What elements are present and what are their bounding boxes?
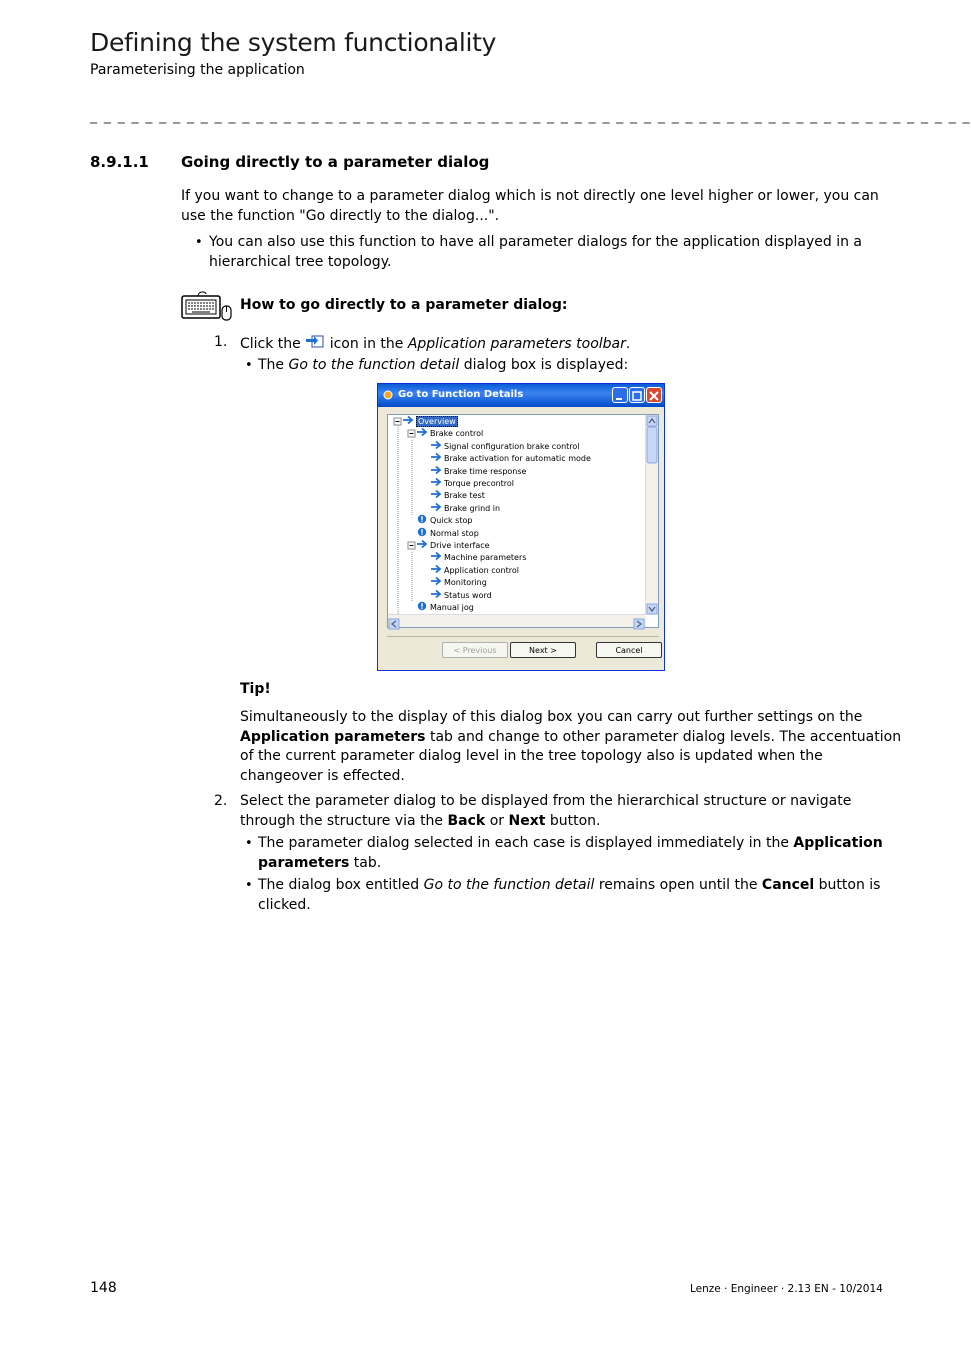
tree-item[interactable] [430, 465, 526, 476]
arrow-right-icon [402, 415, 414, 425]
bullet-line: You can also use this function to have all parameter dialogs for the application displayed in a [209, 234, 862, 250]
b1-end: tab. [353, 854, 382, 871]
tree-item-label: Torque precontrol [444, 479, 515, 488]
arrow-right-icon [430, 502, 442, 512]
b2-text-c: button is [818, 877, 881, 893]
tree-vertical-scrollbar[interactable] [645, 415, 658, 615]
info-icon [416, 601, 428, 611]
tree-item[interactable] [430, 440, 580, 451]
tree-item[interactable] [430, 502, 500, 513]
step1-text [240, 333, 630, 355]
sub-italic: Go to the function detail [288, 357, 460, 373]
bullet-line: hierarchical tree topology. [209, 253, 392, 270]
tree-item-label: Overview [418, 417, 456, 426]
step2-text [240, 792, 851, 831]
intro-paragraph [181, 187, 879, 226]
tree-item[interactable] [416, 514, 472, 525]
separator-line: _ _ _ _ _ _ _ _ _ _ _ _ _ _ _ _ _ _ _ _ _ _ _ _ _ _ _ _ _ _ _ _ _ _ _ _ _ _ _ _ _ _ _ _ _ _ _ _ _ _ _ _ _ _ _ _ _ _ _ _ _ _ _ _ [90, 108, 971, 124]
bullet-line [258, 876, 880, 896]
tree-item[interactable] [430, 452, 591, 463]
sub-text-b: dialog box is displayed: [463, 357, 629, 373]
step1-sub-bullet [245, 356, 628, 376]
page-subtitle: Parameterising the application [90, 62, 305, 78]
footer-publisher: Lenze · Engineer · 2.13 EN - 10/2014 [690, 1283, 883, 1295]
maximize-icon [630, 389, 644, 403]
go-to-dialog-icon [305, 333, 325, 349]
b2-bold: Cancel [761, 877, 815, 893]
bullet-dot: • [245, 836, 253, 851]
tree-item-label: Brake activation for automatic mode [444, 454, 591, 464]
tip-line [240, 728, 901, 748]
tree-item-label: Monitoring [444, 578, 487, 588]
step-number: 1. [214, 334, 228, 350]
tree-item-label: Brake grind in [444, 503, 501, 513]
intro-line: If you want to change to a parameter dialog which is not directly one level higher or lower, you can [181, 188, 879, 204]
keyboard-mouse-icon [180, 290, 234, 322]
tree-item[interactable] [430, 564, 519, 575]
section-number: 8.9.1.1 [90, 153, 149, 171]
step1-text-a: Click the [240, 336, 301, 352]
tree-item[interactable] [430, 477, 514, 488]
minimize-button[interactable] [612, 387, 628, 403]
b1-bold: Application [793, 835, 883, 851]
b1-bold-2: parameters [258, 854, 350, 871]
arrow-right-icon [430, 589, 442, 599]
step1-text-b: icon in the [329, 336, 404, 352]
sub-text-a: The [258, 357, 285, 373]
arrow-right-icon [430, 477, 442, 487]
tree-item-label: Quick stop [430, 516, 473, 526]
tree-item-label: Machine parameters [444, 553, 527, 563]
arrow-right-icon [430, 440, 442, 450]
step-number: 2. [214, 793, 228, 809]
step2-text-a: through the structure via the [240, 812, 444, 829]
tree-item[interactable] [416, 601, 474, 612]
function-tree[interactable] [387, 414, 659, 628]
scrollbar-arrows [646, 415, 658, 615]
intro-bullet [195, 233, 862, 272]
arrow-right-icon [430, 452, 442, 462]
tip-line: changeover is effected. [240, 767, 405, 784]
cancel-button[interactable]: Cancel [596, 642, 662, 658]
b2-text-a: The dialog box entitled [258, 877, 420, 893]
tree-item[interactable] [416, 527, 479, 538]
dialog-titlebar [378, 384, 664, 407]
step2-bullet-1 [245, 834, 883, 873]
dialog-divider [387, 636, 659, 637]
page-title: Defining the system functionality [90, 28, 497, 57]
tree-item-label: Signal configuration brake control [444, 441, 580, 451]
arrow-right-icon [430, 576, 442, 586]
howto-heading: How to go directly to a parameter dialog: [240, 297, 568, 313]
step2-bullet-2 [245, 876, 880, 915]
dialog-app-icon [383, 390, 393, 400]
tip-line: of the current parameter dialog level in the tree topology also is updated when the [240, 748, 823, 764]
arrow-right-icon [416, 539, 428, 549]
arrow-right-icon [416, 427, 428, 437]
tip-rest: tab and change to other parameter dialog levels. The accentuation [429, 728, 902, 745]
bullet-dot: • [245, 878, 253, 893]
hscroll-arrows [388, 618, 646, 630]
page-number: 148 [90, 1280, 117, 1296]
previous-button[interactable]: < Previous [442, 642, 508, 658]
close-icon [647, 389, 661, 403]
section-title: Going directly to a parameter dialog [181, 153, 490, 171]
step2-or: or [489, 812, 505, 829]
tip-line: Simultaneously to the display of this dialog box you can carry out further settings on the [240, 709, 863, 725]
tree-item[interactable] [430, 576, 487, 587]
bullet-line: clicked. [258, 896, 311, 913]
tree-item-label: Drive interface [430, 541, 490, 550]
tree-item[interactable] [416, 539, 490, 550]
step2-back: Back [447, 812, 486, 829]
info-icon [416, 514, 428, 524]
step1-text-end: . [625, 336, 631, 352]
minimize-icon [613, 389, 627, 403]
step1-toolbar-name: Application parameters toolbar [407, 336, 626, 352]
tip-paragraph [240, 708, 901, 786]
arrow-right-icon [430, 489, 442, 499]
arrow-right-icon [430, 465, 442, 475]
step2-end: button. [549, 812, 601, 829]
tree-horizontal-scrollbar[interactable] [388, 614, 646, 627]
arrow-right-icon [430, 564, 442, 574]
close-button[interactable] [646, 387, 662, 403]
info-icon [416, 527, 428, 537]
bullet-dot: • [195, 235, 203, 250]
tree-item-label: Application control [444, 565, 519, 575]
next-button[interactable]: Next > [510, 642, 576, 658]
bullet-line [258, 854, 883, 874]
tree-item[interactable] [430, 551, 526, 562]
tree-item-label: Brake control [430, 429, 484, 439]
intro-line: use the function "Go directly to the dialog...". [181, 207, 500, 224]
tree-item-label: Brake test [444, 491, 485, 501]
step2-next: Next [508, 812, 546, 829]
tree-item[interactable] [430, 489, 485, 500]
step2-line [240, 812, 851, 832]
step2-line: Select the parameter dialog to be displayed from the hierarchical structure or navigate [240, 793, 852, 809]
tree-item-label: Brake time response [444, 466, 527, 476]
b1-text: The parameter dialog selected in each case is displayed immediately in the [258, 835, 789, 851]
tip-label: Tip! [240, 681, 271, 697]
tree-item-label: Normal stop [430, 528, 479, 538]
tree-item-label: Status word [444, 590, 492, 600]
maximize-button[interactable] [629, 387, 645, 403]
dialog-title: Go to Function Details [398, 389, 524, 400]
tree-item[interactable] [402, 415, 458, 426]
bullet-dot: • [245, 358, 253, 373]
tree-item-label: Manual jog [430, 603, 474, 612]
tree-item[interactable] [430, 589, 492, 600]
go-to-function-details-dialog [377, 383, 665, 671]
b2-italic: Go to the function detail [423, 877, 595, 893]
tip-bold: Application parameters [240, 728, 426, 745]
bullet-line [258, 834, 883, 854]
arrow-right-icon [430, 551, 442, 561]
tree-item[interactable] [416, 427, 483, 438]
b2-text-b: remains open until the [598, 877, 758, 893]
